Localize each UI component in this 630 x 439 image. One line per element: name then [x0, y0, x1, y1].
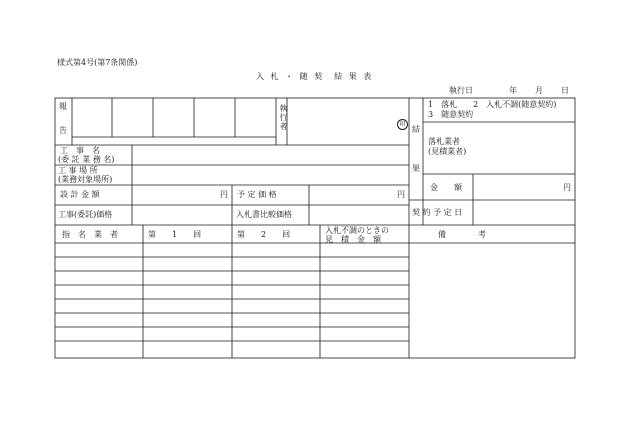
- col-round2: 第 2 回: [237, 230, 291, 239]
- col-failed-bid-line2: 見 積 金 額: [325, 235, 381, 244]
- result-option-line2: 3 随意契約: [428, 110, 474, 119]
- consign-name-label: (委 託 業 務 名): [58, 155, 115, 164]
- contract-date-label: 契 約 予 定 日: [412, 208, 463, 217]
- estimated-price-yen: 円: [397, 190, 405, 199]
- executor-label: 執行者: [279, 104, 288, 131]
- report-label-top: 報: [59, 102, 67, 111]
- form-caption: 様式第4号(第7条関係): [57, 58, 138, 67]
- month-label: 月: [535, 86, 543, 95]
- col-round1: 第 1 回: [148, 230, 202, 239]
- col-vendor: 指 名 業 者: [62, 230, 118, 239]
- year-label: 年: [509, 86, 517, 95]
- contract-price-label: 工事(委託)価格: [58, 210, 113, 219]
- col-failed-bid-line1: 入札不調のときの: [325, 226, 389, 235]
- result-label-top: 結: [412, 125, 420, 134]
- form-title: 入 札 ・ 随 契 結 果 表: [256, 72, 374, 81]
- work-place-label: 工 事 場 所: [58, 166, 98, 175]
- work-name-label: 工 事 名: [60, 146, 100, 155]
- winner-label: 落札業者: [428, 137, 460, 146]
- amount-yen: 円: [563, 183, 571, 192]
- exec-date-label: 執行日: [449, 86, 473, 95]
- design-amount-yen: 円: [220, 190, 228, 199]
- seal-mark: 印: [397, 119, 408, 130]
- col-remarks: 備 考: [438, 230, 486, 239]
- winner-label-sub: (見積業者): [428, 147, 467, 156]
- estimated-price-label: 予 定 価 格: [237, 190, 277, 199]
- design-amount-label: 設 計 金 額: [60, 190, 100, 199]
- report-label-bottom: 告: [59, 126, 67, 135]
- result-option-line1: 1 落札 2 入札不調(随意契約): [428, 100, 557, 109]
- day-label: 日: [561, 86, 569, 95]
- bid-basis-label: 入札書比較価格: [236, 210, 292, 219]
- result-label-bottom: 果: [412, 164, 420, 173]
- amount-label: 金 額: [430, 183, 462, 192]
- consign-place-label: (業務対象場所): [58, 175, 113, 184]
